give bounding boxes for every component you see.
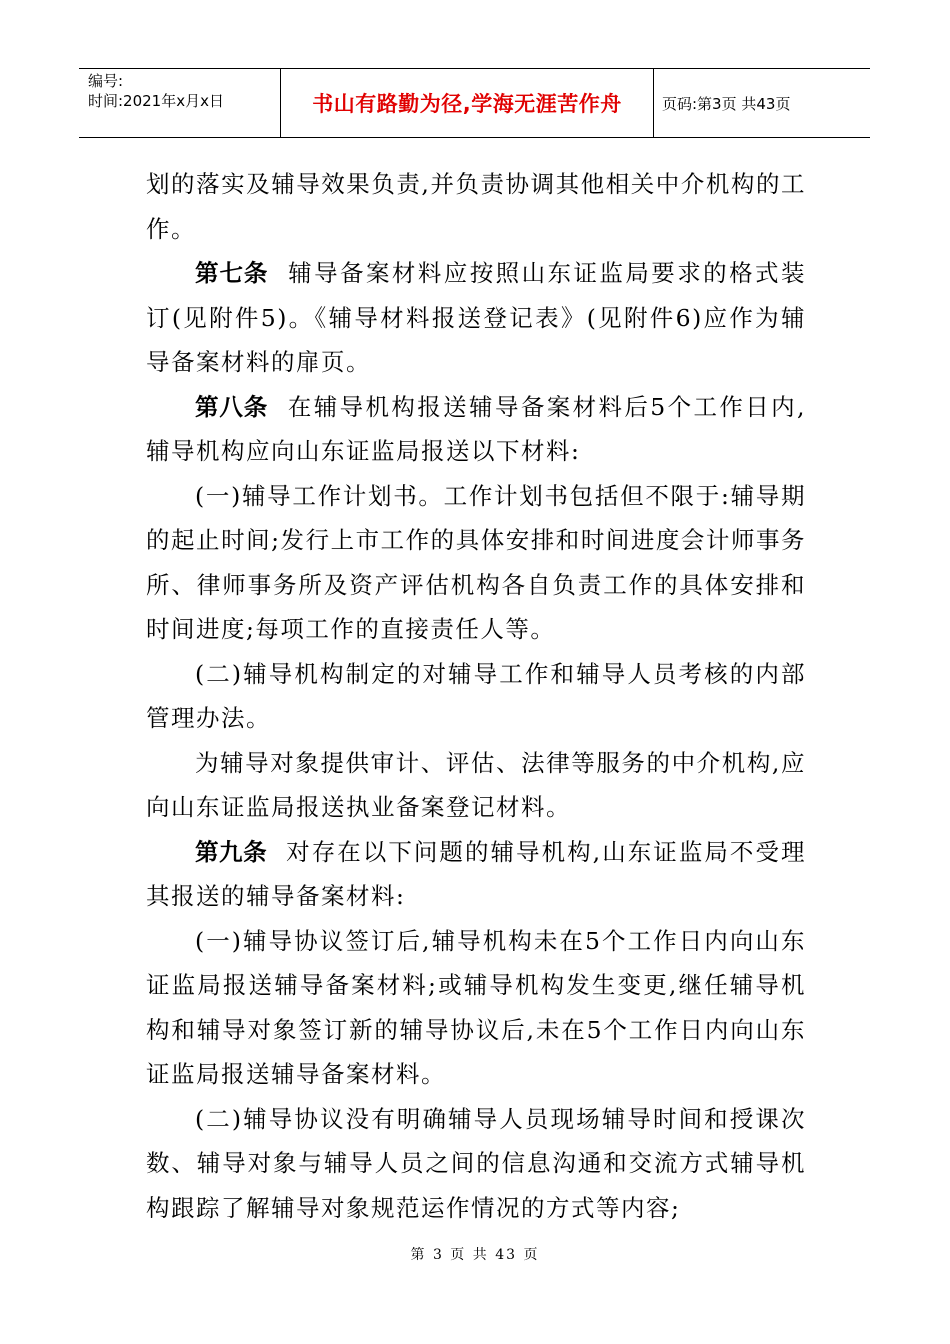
- header-page-cell: [654, 69, 870, 137]
- article-number: 第八条: [195, 392, 269, 421]
- article-number: 第九条: [195, 837, 268, 866]
- page-header-table: [79, 68, 870, 138]
- paragraph: [146, 919, 806, 1097]
- paragraph: [146, 652, 806, 741]
- page-footer: 第 3 页 共 43 页: [410, 1247, 540, 1263]
- motto-text: 书山有路勤为径,学海无涯苦作舟: [312, 92, 622, 116]
- time-label: 时间:2021年x月x日: [88, 92, 224, 110]
- document-body: [146, 162, 806, 1230]
- paragraph-text: 划的落实及辅导效果负责,并负责协调其他相关中介机构的工作。: [146, 170, 806, 243]
- paragraph: [146, 385, 806, 474]
- paragraph-text: 为辅导对象提供审计、评估、法律等服务的中介机构,应向山东证监局报送执业备案登记材料。: [146, 748, 806, 821]
- paragraph: [146, 162, 806, 251]
- paragraph-text: (一)辅导工作计划书。工作计划书包括但不限于:辅导期的起止时间;发行上市工作的具体安排和时间进度会计师事务所、律师事务所及资产评估机构各自负责工作的具体安排和时间进度;每项工作的直接责任人等。: [146, 481, 806, 643]
- page-info: 页码:第3页 共43页: [662, 94, 791, 113]
- paragraph: [146, 251, 806, 385]
- paragraph-text: (一)辅导协议签订后,辅导机构未在5个工作日内向山东证监局报送辅导备案材料;或辅导机构发生变更,继任辅导机构和辅导对象签订新的辅导协议后,未在5个工作日内向山东证监局报送辅导备案材料。: [146, 926, 806, 1088]
- paragraph-text: 在辅导机构报送辅导备案材料后5个工作日内,辅导机构应向山东证监局报送以下材料:: [146, 392, 806, 465]
- paragraph: [146, 741, 806, 830]
- paragraph: [146, 830, 806, 919]
- paragraph-text: 对存在以下问题的辅导机构,山东证监局不受理其报送的辅导备案材料:: [146, 837, 806, 910]
- number-label: 编号:: [88, 72, 124, 90]
- article-number: 第七条: [195, 259, 269, 287]
- paragraph: [146, 474, 806, 652]
- header-motto-cell: [281, 69, 654, 137]
- paragraph-text: 辅导备案材料应按照山东证监局要求的格式装订(见附件5)。《辅导材料报送登记表》(见附件6)应作为辅导备案材料的扉页。: [146, 259, 806, 376]
- paragraph: [146, 1097, 806, 1231]
- paragraph-text: (二)辅导协议没有明确辅导人员现场辅导时间和授课次数、辅导对象与辅导人员之间的信息沟通和交流方式辅导机构跟踪了解辅导对象规范运作情况的方式等内容;: [146, 1104, 806, 1222]
- header-meta-cell: [79, 69, 281, 137]
- paragraph-text: (二)辅导机构制定的对辅导工作和辅导人员考核的内部管理办法。: [146, 659, 806, 732]
